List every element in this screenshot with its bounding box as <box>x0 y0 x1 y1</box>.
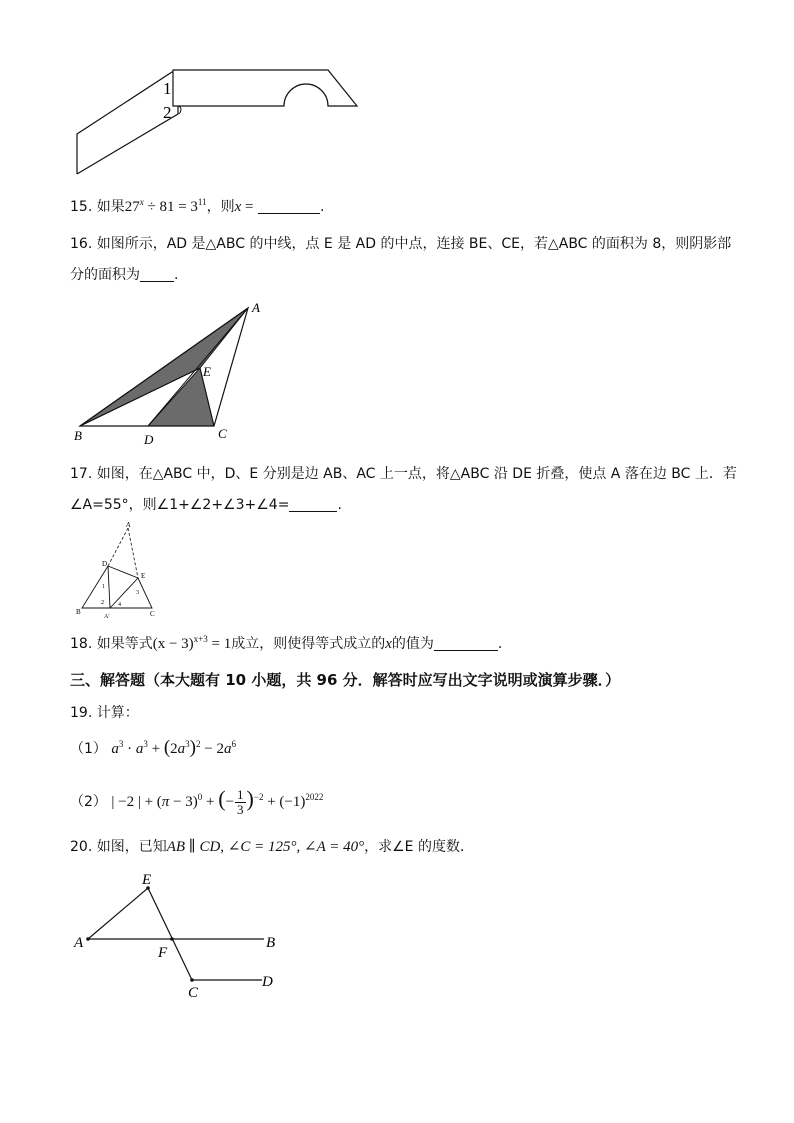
q18-var: x <box>385 636 392 652</box>
q19-p1-label: （1） <box>70 741 107 757</box>
q19-p2-expression: | −2 | + $(\pi - 3)^0$ + (− $\frac{1}{3}$ )$^{-2} + (-1)^{2022}$ <box>111 785 324 817</box>
q20-condition: AB ∥ CD, ∠C = 125°, ∠A = 40° <box>166 839 365 855</box>
fold-da2 <box>108 566 110 608</box>
question-17-line2 <box>70 495 342 515</box>
q17-label-3: 3 <box>136 590 139 596</box>
question-15 <box>70 197 324 217</box>
q16-label-b: B <box>74 428 82 443</box>
q18-number: 18. <box>70 636 93 652</box>
q17-answer-blank[interactable] <box>289 497 337 512</box>
q19-p2-frac-den: 3 <box>237 802 244 817</box>
question-18 <box>70 634 502 654</box>
dashed-ae <box>128 528 138 578</box>
q18-exp: x+3 <box>193 634 208 644</box>
q20-label-a: A <box>74 935 84 951</box>
section-3-heading: 三、解答题（本大题有 10 小题，共 96 分．解答时应写出文字说明或演算步骤．） <box>70 671 621 689</box>
q17-label-a-prime: A' <box>104 614 110 620</box>
angle-arc <box>179 106 181 114</box>
q17-end: . <box>337 497 342 513</box>
q15-var: x <box>234 199 242 215</box>
q20-suffix: ，求∠E 的度数． <box>364 839 474 855</box>
line-ec <box>148 888 192 980</box>
q17-label-2: 2 <box>101 600 104 606</box>
dashed-ad <box>108 528 128 566</box>
q19-p2-frac-num: 1 <box>237 787 244 802</box>
q15-base: 27 <box>124 199 140 215</box>
q17-label-a: A <box>126 521 131 529</box>
q17-label-4: 4 <box>118 602 121 608</box>
q18-answer-blank[interactable] <box>434 636 498 651</box>
point-c <box>190 978 194 982</box>
q19-p2-exp-2022: 2022 <box>305 791 324 802</box>
fig-angle-label-2: 2 <box>163 103 172 122</box>
question-17-line1: 17. 如图，在△ABC 中，D、E 分别是边 AB、AC 上一点，将△ABC 沿 DE 折叠，使点 A 落在边 BC 上．若 <box>70 466 737 482</box>
line-ae <box>88 888 148 939</box>
q20-label-e: E <box>142 872 152 888</box>
question-20 <box>70 837 474 857</box>
q18-expression <box>153 636 232 652</box>
q19-p2-fraction <box>235 788 246 817</box>
question-19-title: 19. 计算： <box>70 705 139 721</box>
q20-label-b: B <box>266 935 276 951</box>
q18-prefix: 如果等式 <box>96 636 153 652</box>
q17-line2-text: ∠A=55°，则∠1+∠2+∠3+∠4= <box>70 497 290 513</box>
figure-q16-triangle <box>72 298 272 448</box>
q18-mid: 成立，则使得等式成立的 <box>231 636 386 652</box>
q15-exp-11: 11 <box>197 197 207 207</box>
q15-answer-blank[interactable] <box>258 199 320 214</box>
q19-p2-label: （2） <box>70 793 107 810</box>
q18-post: 的值为 <box>391 636 434 652</box>
fold-de <box>108 566 138 578</box>
q20-prefix: 20. 如图，已知 <box>70 839 167 855</box>
q20-label-d: D <box>262 974 273 990</box>
q19-p2-exp-0: 0 <box>197 791 203 802</box>
q15-number: 15. <box>70 199 93 215</box>
figure-ruler-bridge <box>72 64 362 180</box>
bridge-shape <box>173 70 357 106</box>
q17-label-1: 1 <box>102 584 105 590</box>
q20-label-c: C <box>188 985 199 1001</box>
q15-prefix: 如果 <box>96 199 125 215</box>
q20-label-f: F <box>158 945 168 961</box>
q16-label-d: D <box>144 432 154 447</box>
question-16-line1: 16. 如图所示，AD 是△ABC 的中线，点 E 是 AD 的中点，连接 BE、CE，若△ABC 的面积为 8，则阴影部 <box>70 236 732 252</box>
q19-p1-expression: $a^3 \cdot a^3 + (2a^3)^2 - 2a^6$ <box>111 737 236 758</box>
q15-eq: = <box>241 199 254 215</box>
q16-line2-text: 分的面积为 <box>70 267 140 283</box>
q16-end: . <box>174 267 179 283</box>
q16-label-a: A <box>252 300 260 315</box>
q18-eq: = 1 <box>207 636 232 652</box>
q16-label-e: E <box>203 364 211 379</box>
q15-rhs: ÷ 81 = 3 <box>147 199 198 215</box>
question-19-part2 <box>70 785 324 817</box>
q17-label-c: C <box>150 610 155 618</box>
figure-q20-parallel <box>72 868 292 1003</box>
q16-label-c: C <box>218 426 227 441</box>
q17-label-d: D <box>102 560 108 568</box>
point-f <box>170 937 174 941</box>
q15-end: . <box>319 199 325 215</box>
question-16-line2 <box>70 265 178 285</box>
q17-label-b: B <box>76 608 81 616</box>
q15-expression <box>125 199 207 215</box>
q17-label-e: E <box>141 572 146 580</box>
figure-q17-fold <box>74 520 164 620</box>
fold-ea2 <box>110 578 138 608</box>
question-19-part1 <box>70 738 236 759</box>
q15-mid: ，则 <box>206 199 235 215</box>
fig-angle-label-1: 1 <box>163 79 172 98</box>
q15-exp-x: x <box>139 197 144 207</box>
q18-base: (x − 3) <box>152 636 194 652</box>
point-a <box>86 937 90 941</box>
q19-p2-exp-neg2: −2 <box>253 791 264 802</box>
q16-answer-blank[interactable] <box>140 267 174 282</box>
q18-end: . <box>497 636 503 652</box>
